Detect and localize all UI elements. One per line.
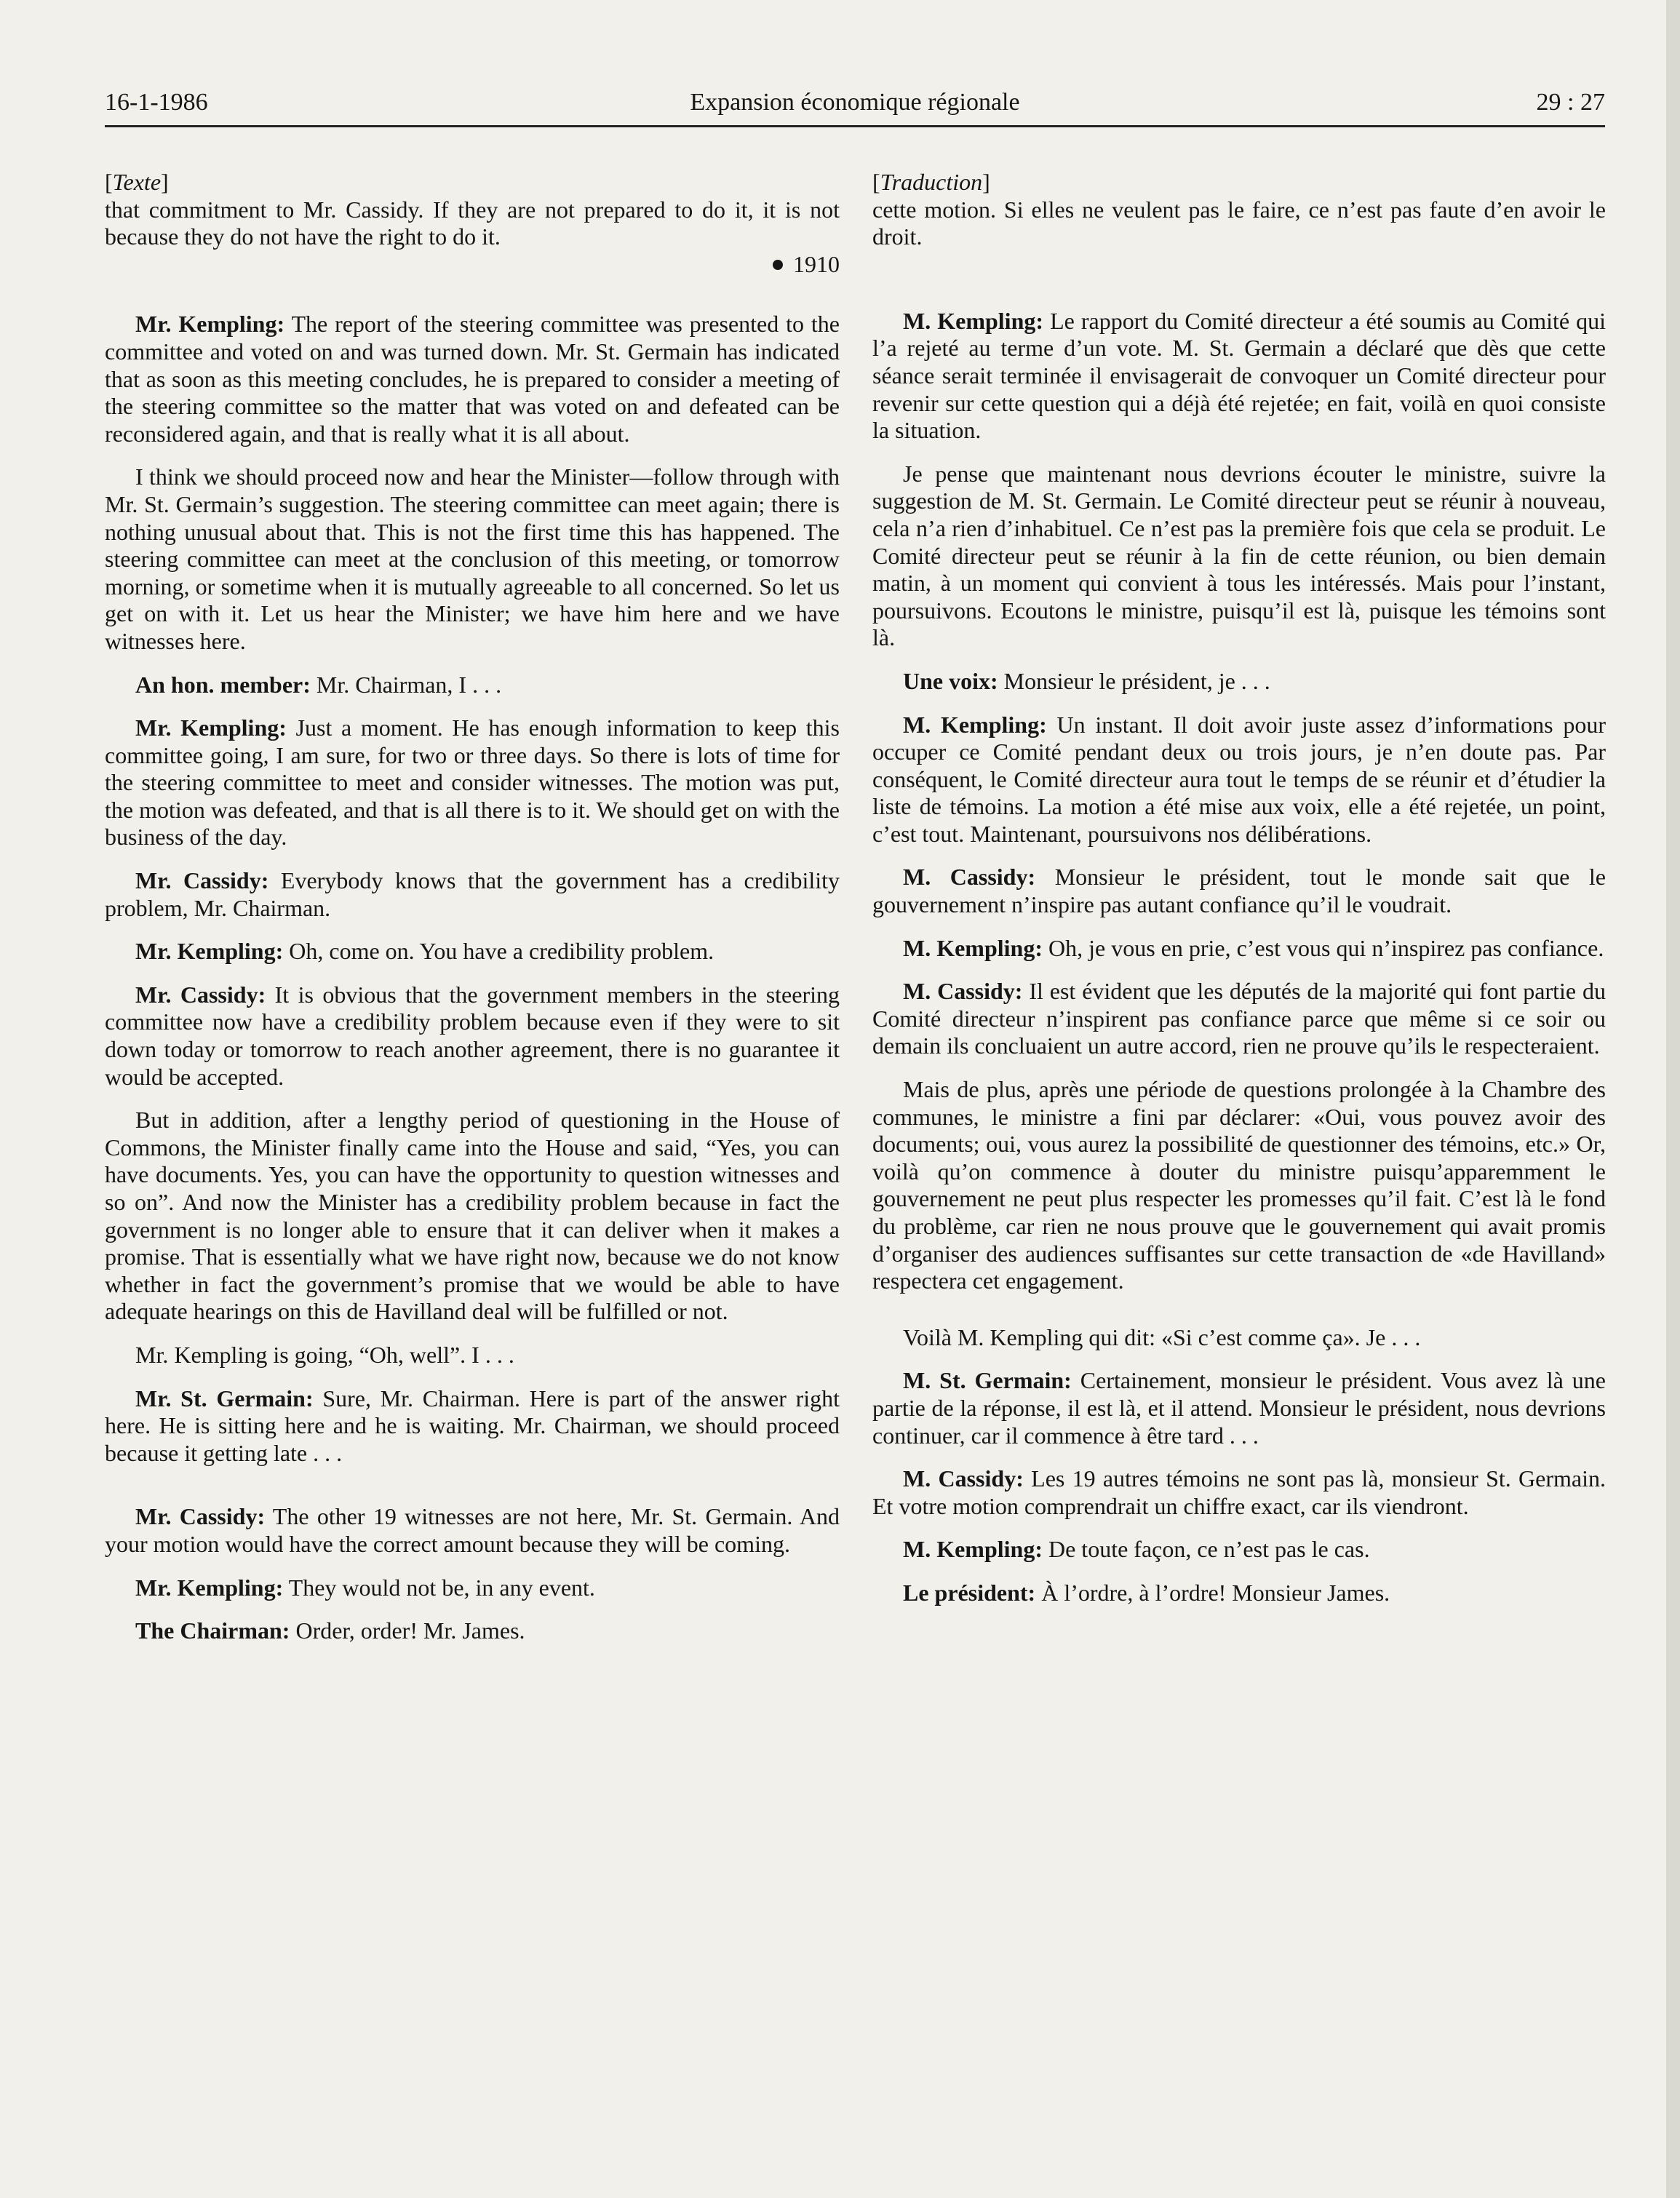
speech-text: Oh, come on. You have a credibility problem. <box>283 938 714 965</box>
speaker-name: The Chairman: <box>135 1617 290 1644</box>
speaker-name: Une voix: <box>903 667 998 694</box>
right-column-text <box>872 169 1606 1607</box>
paragraph <box>872 668 1606 696</box>
speech-text: De toute façon, ce n’est pas le cas. <box>1042 1536 1370 1563</box>
speaker-name: M. Kempling: <box>903 934 1043 961</box>
speech-text: Le rapport du Comité directeur a été soumis au Comité qui l’a rejeté au terme d’un vote. M. St. Germain a déclaré que dès que cette séance serait terminée il envisagerait de convoquer un Comité directeur pour revenir sur cette question qui a déjà été rejetée; en fait, voilà en quoi consiste la situation. <box>872 307 1607 444</box>
paragraph <box>872 1580 1606 1607</box>
column-label: [ Traduction ] <box>872 169 1606 196</box>
paragraph <box>872 1536 1606 1564</box>
speech-text: Les 19 autres témoins ne sont pas là, monsieur St. Germain. Et votre motion comprendrait un chiffre exact, car ils viendront. <box>872 1465 1607 1519</box>
speech-text: They would not be, in any event. <box>283 1574 595 1601</box>
paragraph <box>872 308 1606 445</box>
paragraph <box>872 935 1606 963</box>
paragraph: Mr. Kempling is going, “Oh, well”. I . . . <box>135 1341 514 1368</box>
paragraph <box>105 1574 840 1602</box>
speaker-name: Mr. Kempling: <box>135 311 285 338</box>
column-label: [ Texte ] <box>105 169 840 196</box>
speech-text: Il est évident que les députés de la majorité qui font partie du Comité directeur n’inspirent pas confiance parce que même si ce soir ou demain ils concluaient un autre accord, rien ne prouve qu’ils le respecteraient. <box>872 978 1607 1059</box>
paragraph <box>105 938 840 965</box>
bullet-icon <box>773 260 783 270</box>
paragraph <box>105 311 840 447</box>
speaker-name: Mr. Cassidy: <box>135 867 269 894</box>
speaker-name: Mr. Kempling: <box>135 714 287 741</box>
paragraph <box>105 1385 840 1468</box>
speaker-name: M. Cassidy: <box>903 1465 1024 1492</box>
speech-text: Un instant. Il doit avoir juste assez d’informations pour occuper ce Comité pendant deux ou trois jours, je n’en doute pas. Par conséquent, le Comité directeur aura tout le temps de se réunir et d’étudier la liste de témoins. La motion a été mise aux voix, elle a été rejetée, un point, c’est tout. Maintenant, poursuivons nos délibérations. <box>872 711 1607 847</box>
speech-text: Mr. Chairman, I . . . <box>310 671 502 698</box>
speech-text: Certainement, monsieur le président. Vous avez là une partie de la réponse, il est là, et il attend. Monsieur le président, nous devrions continuer, car il commence à être tard . . . <box>872 1367 1607 1449</box>
paragraph <box>105 867 840 922</box>
speaker-name: Le président: <box>903 1579 1036 1606</box>
speech-text: Order, order! Mr. James. <box>290 1617 525 1644</box>
paragraph: Mais de plus, après une période de questions prolongée à la Chambre des communes, le ministre a fini par déclarer: «Oui, vous pouvez avoir des documents; oui, vous aurez la possibilité de questionner des témoins, etc.» Or, voilà qu’on commence à douter du ministre puisqu’apparemment le gouvernement ne peut plus respecter les promesses qu’il fait. C’est là le fond du problème, car rien ne nous prouve que le gouvernement qui avait promis d’organiser des audiences suffisantes sur cette transaction de «de Havilland» respectera cet engagement. <box>872 1076 1606 1294</box>
paragraph <box>872 1465 1606 1520</box>
header-title: Expansion économique régionale <box>690 89 1020 116</box>
time-marker-text: 1910 <box>793 250 840 277</box>
paragraph: Je pense que maintenant nous devrions écouter le ministre, suivre la suggestion de M. St. Germain. Le Comité directeur peut se réunir à nouveau, cela n’a rien d’inhabituel. Ce n’est pas la première fois que cela se produit. Le Comité directeur peut se réunir à la fin de cette réunion, ou bien demain matin, à un moment qui convient à tous les intéressés. Mais pour l’instant, poursuivons. Ecoutons le ministre, puisqu’il est là, puisque les témoins sont là. <box>872 460 1606 651</box>
speech-text: Just a moment. He has enough information to keep this committee going, I am sure, for two or three days. So there is lots of time for the steering committee to meet and consider witnesses. The motion was put, the motion was defeated, and that is all there is to it. We should get on with the business of the day. <box>105 714 840 851</box>
speaker-name: Mr. St. Germain: <box>135 1385 314 1411</box>
speech-text: Monsieur le président, je . . . <box>998 667 1270 694</box>
paragraph <box>105 1503 840 1558</box>
speech-text: Everybody knows that the government has a credibility problem, Mr. Chairman. <box>105 867 840 921</box>
header-page-number: 29 : 27 <box>1536 89 1605 116</box>
speech-text: À l’ordre, à l’ordre! Monsieur James. <box>1035 1579 1390 1606</box>
paragraph: But in addition, after a lengthy period of questioning in the House of Commons, the Minister finally came into the House and said, “Yes, you can have documents. Yes, you can have the opportunity to question witnesses and so on”. And now the Minister has a credibility problem because in fact the government is no longer able to ensure that it can deliver when it makes a promise. That is essentially what we have right now, because we do not know whether in fact the government’s promise that we would be able to have adequate hearings on this de Havilland deal will be fulfilled or not. <box>105 1107 840 1325</box>
speech-text: The report of the steering committee was presented to the committee and voted on and was turned down. Mr. St. Germain has indicated that as soon as this meeting concludes, he is prepared to consider a meeting of the steering committee so the matter that was voted on and defeated can be reconsidered again, and that is really what it is all about. <box>105 311 840 447</box>
paragraph <box>872 1367 1606 1449</box>
speaker-name: M. Kempling: <box>903 307 1044 334</box>
speaker-name: Mr. Kempling: <box>135 1574 284 1601</box>
header-rule <box>105 125 1605 127</box>
paragraph <box>105 1617 840 1645</box>
paragraph: cette motion. Si elles ne veulent pas le faire, ce n’est pas faute d’en avoir le droit. <box>872 196 1606 250</box>
speaker-name: M. Cassidy: <box>903 864 1036 891</box>
paragraph: Voilà M. Kempling qui dit: «Si c’est comme ça». Je . . . <box>903 1323 1421 1350</box>
left-column-text <box>105 169 840 1645</box>
speaker-name: M. St. Germain: <box>903 1367 1072 1394</box>
paragraph <box>105 672 840 699</box>
time-marker <box>105 251 840 279</box>
header-date: 16-1-1986 <box>105 89 208 116</box>
speaker-name: An hon. member: <box>135 671 311 698</box>
paragraph <box>872 864 1606 918</box>
speaker-name: M. Cassidy: <box>903 978 1023 1005</box>
speaker-name: Mr. Cassidy: <box>135 981 266 1008</box>
speaker-name: M. Kempling: <box>903 711 1047 738</box>
paragraph: that commitment to Mr. Cassidy. If they are not prepared to do it, it is not because they do not have the right to do it. <box>105 196 840 250</box>
speech-text: The other 19 witnesses are not here, Mr. St. Germain. And your motion would have the correct amount because they will be coming. <box>105 1503 840 1557</box>
paragraph <box>872 712 1606 848</box>
page-edge <box>1666 0 1680 2198</box>
paragraph <box>105 981 840 1091</box>
speech-text: Monsieur le président, tout le monde sait que le gouvernement n’inspire pas autant confiance qu’il le voudrait. <box>872 864 1607 918</box>
speaker-name: Mr. Kempling: <box>135 938 284 965</box>
speaker-name: Mr. Cassidy: <box>135 1503 266 1530</box>
paragraph: I think we should proceed now and hear the Minister—follow through with Mr. St. Germain’s suggestion. The steering committee can meet again; there is nothing unusual about that. This is not the first time this has happened. The steering committee can meet at the conclusion of this meeting, or tomorrow morning, or sometime when it is mutually agreeable to all concerned. So let us get on with it. Let us hear the Minister; we have him here and we have witnesses here. <box>105 463 840 654</box>
speaker-name: M. Kempling: <box>903 1536 1043 1563</box>
paragraph <box>105 714 840 851</box>
speech-text: It is obvious that the government members in the steering committee now have a credibility problem because even if they were to sit down today or tomorrow to reach another agreement, there is no guarantee it would be accepted. <box>105 981 840 1090</box>
speech-text: Sure, Mr. Chairman. Here is part of the answer right here. He is sitting here and he is waiting. Mr. Chairman, we should proceed because it getting late . . . <box>105 1385 840 1466</box>
speech-text: Oh, je vous en prie, c’est vous qui n’inspirez pas confiance. <box>1042 934 1604 961</box>
paragraph <box>872 978 1606 1060</box>
